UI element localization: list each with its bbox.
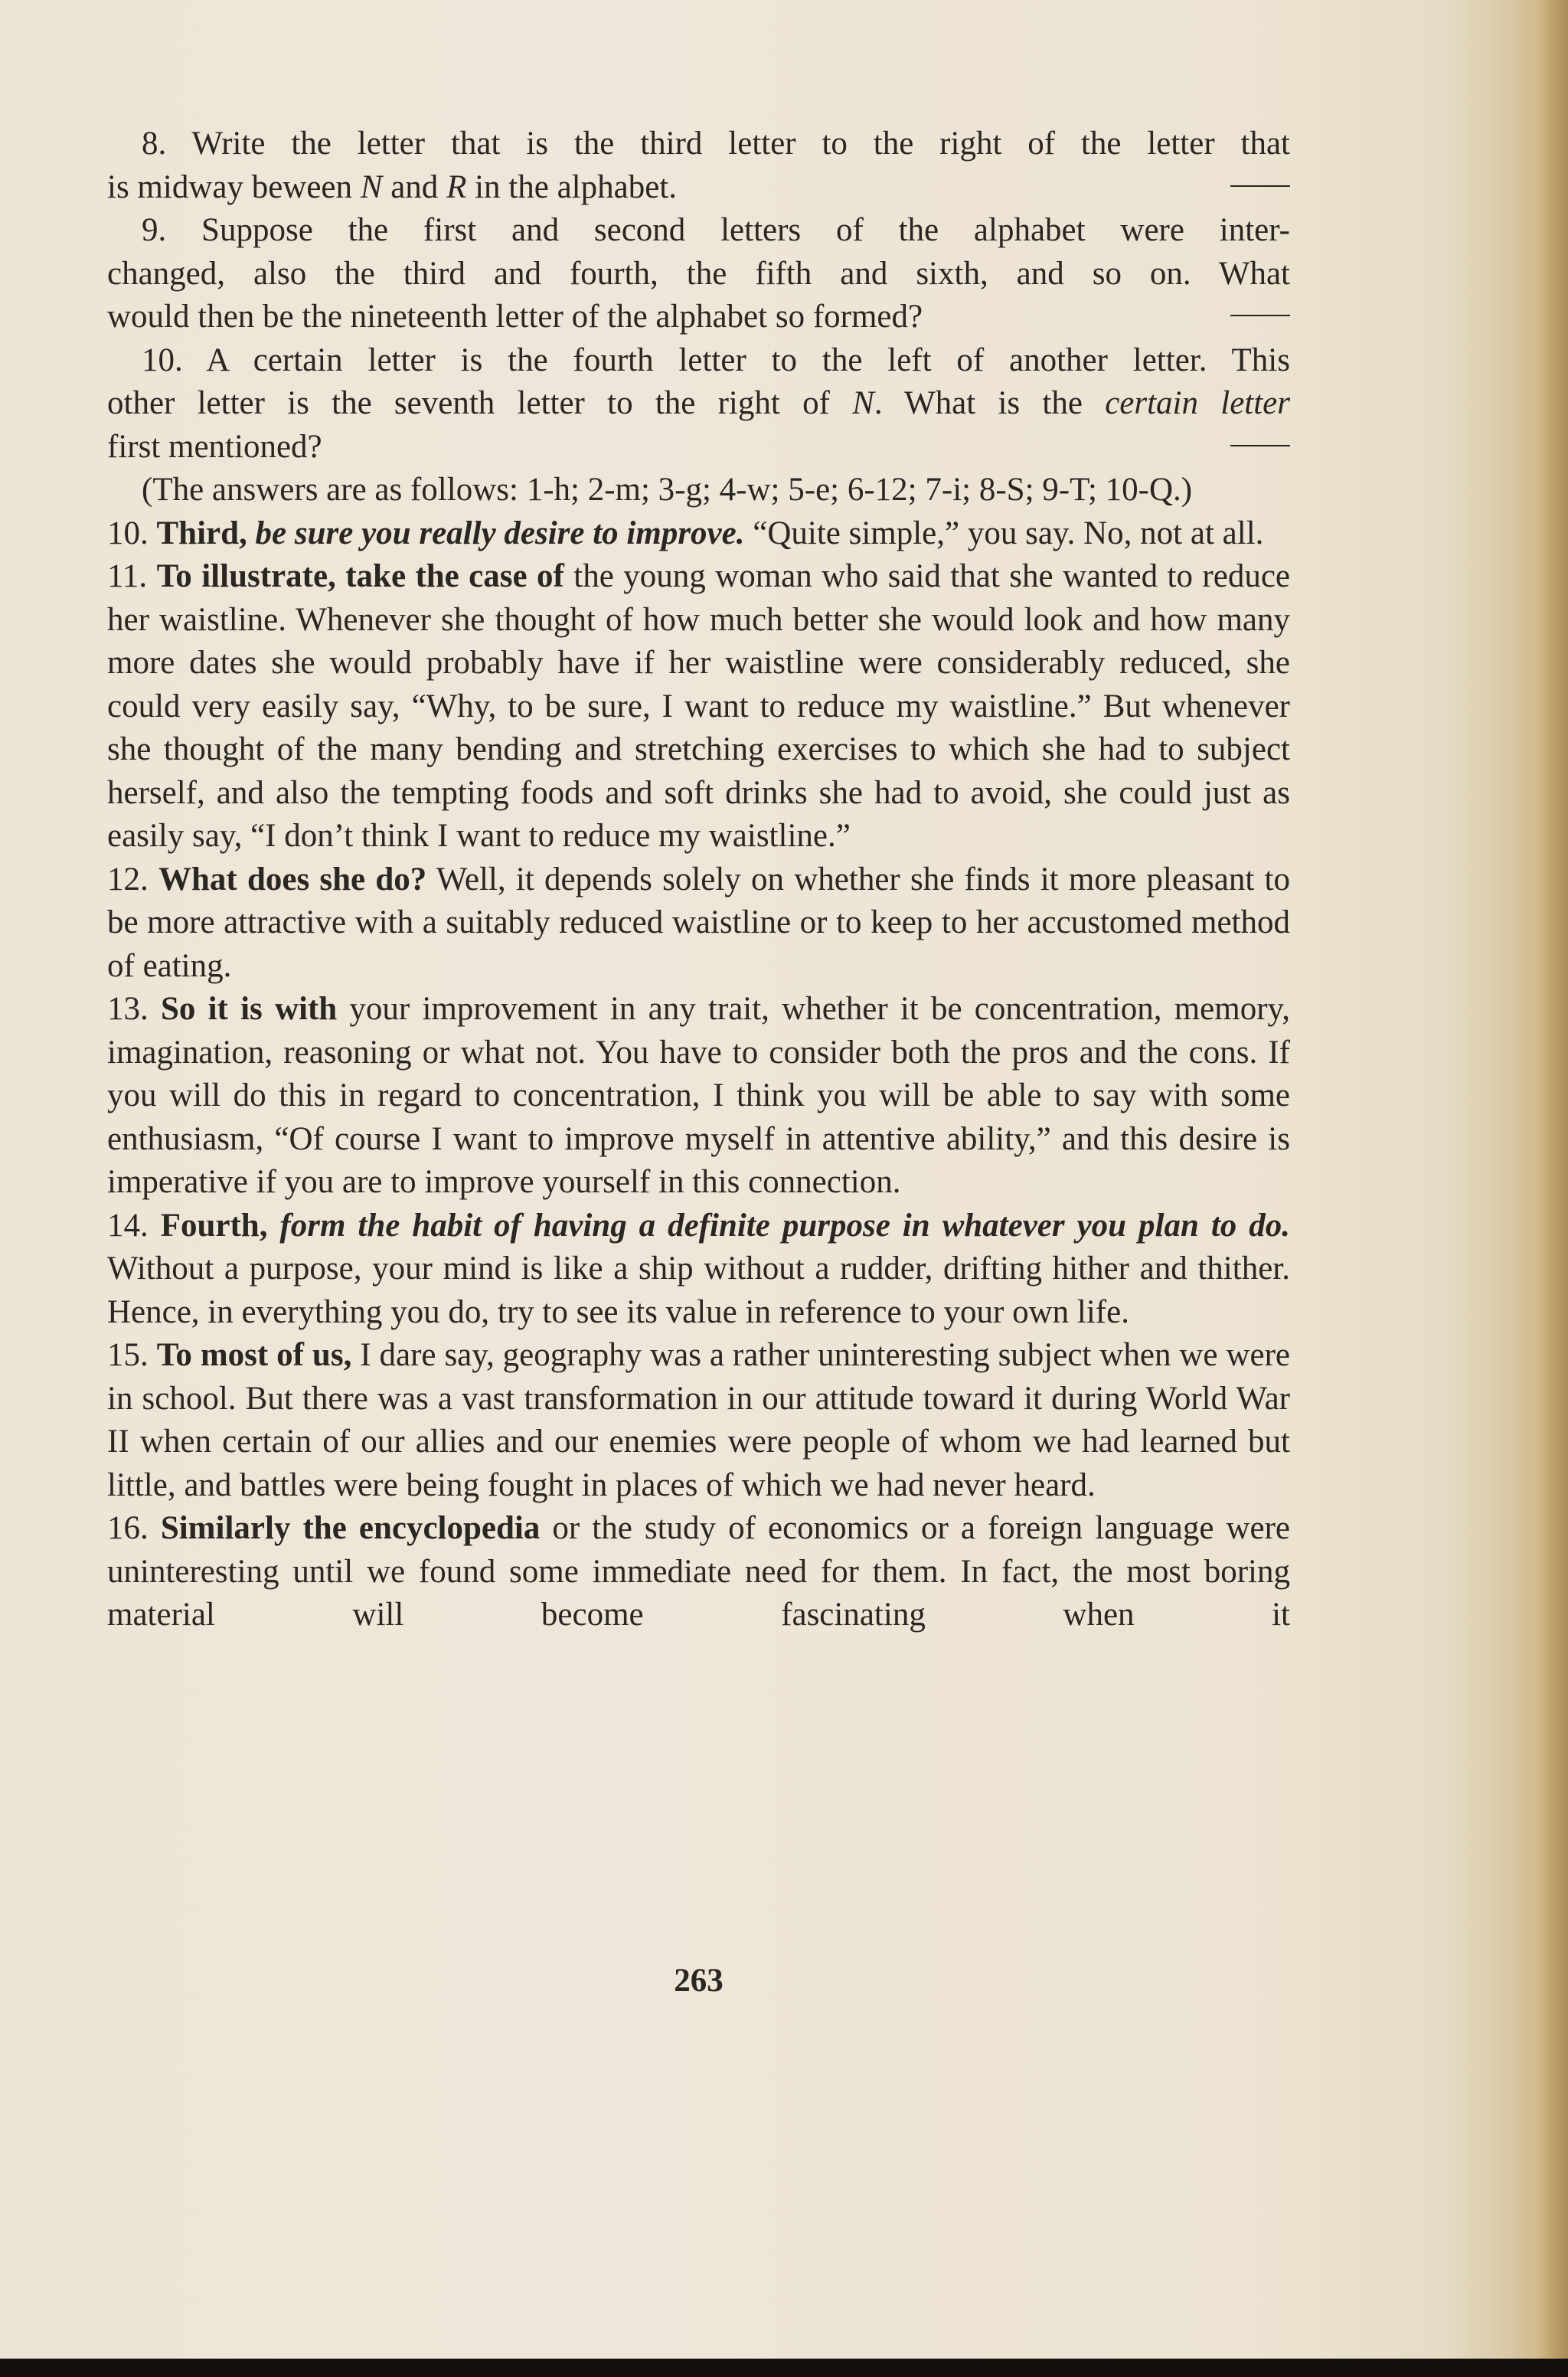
question-9-line2: changed, also the third and fourth, the fifth and sixth, and so on. What	[107, 255, 1290, 292]
question-10-line2: other letter is the seventh letter to the right of N. What is the certain letter	[107, 385, 1291, 421]
page-number: 263	[674, 1963, 724, 1999]
scan-bottom-edge	[0, 2359, 1568, 2377]
page-text	[107, 123, 1290, 1637]
book-spine-edge	[1514, 0, 1568, 2359]
question-8-line2: is midway beween N and R in the alphabet.	[107, 166, 1290, 210]
paragraph-15: 15. To most of us, I dare say, geography was a rather uninteresting subject when we were in school. But there was a vast transformation in our attitude toward it during World War II when certain of our allies and our enemies were people of whom we had learned but little, and battles were being fought in places of which we had never heard.	[107, 1337, 1290, 1503]
question-9-line3: would then be the nineteenth letter of the alphabet so formed?	[107, 296, 1290, 339]
question-10-line3: first mentioned?	[107, 426, 1290, 469]
question-9-line1: 9. Suppose the first and second letters of the alphabet were inter-	[142, 212, 1290, 248]
paragraph-10: 10. Third, be sure you really desire to improve. “Quite simple,” you say. No, not at all.	[107, 515, 1264, 551]
answer-blank-9[interactable]	[1230, 315, 1290, 316]
question-9	[107, 209, 1290, 339]
question-10-line1: 10. A certain letter is the fourth letter to the left of another letter. This	[142, 342, 1290, 378]
question-10	[107, 339, 1290, 469]
paragraph-12: 12. What does she do? Well, it depends solely on whether she finds it more pleasant to be more attractive with a suitably reduced waistline or to keep to her accustomed method of eating.	[107, 861, 1290, 984]
answer-blank-8[interactable]	[1230, 185, 1290, 187]
question-8	[107, 123, 1290, 209]
paragraph-16: 16. Similarly the encyclopedia or the study of economics or a foreign language were uninteresting until we found some immediate need for them. In fact, the most boring material will become fascinating when it	[107, 1510, 1291, 1633]
paragraph-13: 13. So it is with your improvement in any trait, whether it be concentration, memory, imagination, reasoning or what not. You have to consider both the pros and the cons. If you will do this in regard to concentration, I think you will be able to say with some enthusiasm, “Of course I want to improve myself in attentive ability,” and this desire is imperative if you are to improve yourself in this connection.	[107, 991, 1290, 1200]
question-8-line1: 8. Write the letter that is the third letter to the right of the letter that	[142, 126, 1290, 162]
paragraph-14: 14. Fourth, form the habit of having a definite purpose in whatever you plan to do. Without a purpose, your mind is like a ship without a rudder, drifting hither and thither. Hence, in everything you do, try to see its value in reference to your own life.	[107, 1207, 1291, 1330]
answer-blank-10[interactable]	[1230, 445, 1290, 446]
paragraph-11: 11. To illustrate, take the case of the young woman who said that she wanted to reduce her waistline. Whenever she thought of how much better she would look and how many more dates she would probably have if her waistline were considerably reduced, she could very easily say, “Why, to be sure, I want to reduce my waistline.” But whenever she thought of the many bending and stretching exercises to which she had to subject herself, and also the tempting foods and soft drinks she had to avoid, she could just as easily say, “I don’t think I want to reduce my waistline.”	[107, 558, 1290, 854]
answers-key: (The answers are as follows: 1-h; 2-m; 3-g; 4-w; 5-e; 6-12; 7-i; 8-S; 9-T; 10-Q.)	[142, 472, 1193, 508]
